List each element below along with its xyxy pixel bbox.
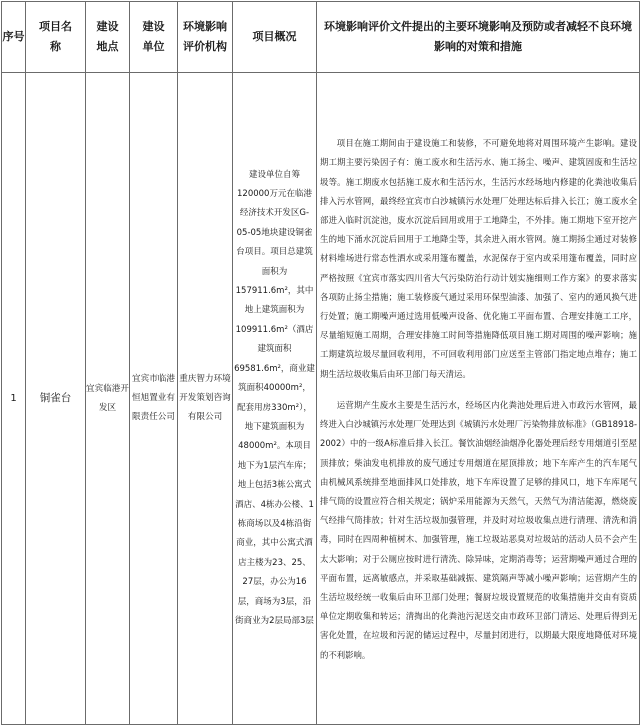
header-location — [86, 2, 130, 73]
row-project-name: 铜雀台 — [26, 73, 86, 725]
measures-construction-period: 项目在施工期间由于建设施工和装修，不可避免地将对周围环境产生影响。建设期工期主要污染因子有：施工废水和生活污水、施工扬尘、噪声、建筑固废和生活垃圾等。施工期废水包括施工废水和生活污水，生活污水经场地内修建的化粪池收集后排入污水管网，最终经宜宾市白沙城镇污水处理厂处理达标后排入长江；施工废水全部进入临时沉淀池，废水沉淀后回用或用于工地降尘，不外排。施工期地下室开挖产生的地下涌水沉淀后回用于工地降尘等，其余进入雨水管网。施工期扬尘通过对装修材料堆场进行常态性洒水或采用篷布覆盖，水泥保存于室内或采用篷布覆盖，同时应严格按照《宜宾市落实四川省大气污染防治行动计划实施细则工作方案》的要求落实各项防止扬尘措施；施工装修废气通过采用环保型油漆、加强了、室内的通风换气进行处置；施工期噪声通过选用低噪声设备、优化施工平面布置、合理安排施工工序，尽量缩短施工周期，合理安排施工时间等措施降低项目施工期对周围的噪声影响；施工期建筑垃圾尽量回收利用，不可回收利用部门应送至主管部门指定地点堆存；施工期生活垃圾收集后由环卫部门每天清运。 — [320, 138, 637, 379]
header-project-name-text: 项目名称 — [39, 20, 72, 53]
row-no: 1 — [2, 73, 26, 725]
header-location-text: 建设地点 — [96, 20, 119, 53]
header-measures — [317, 2, 640, 73]
header-overview: 项目概况 — [233, 2, 317, 73]
row-overview: 建设单位自筹120000万元在临港经济技术开发区G-05-05地块建设铜雀台项目。项目总建筑面积为157911.6m²，其中地上建筑面积为109911.6m²（酒店建筑面积69581.6m²，商业建筑面积40000m²，配套用房330m²），地下建筑面积为48000m²。本项目地下为1层汽车库；地上包括3栋公寓式酒店、4栋办公楼、1栋商场以及4栋沿街商业，其中公寓式酒店主楼为23、25、27层，办公为16层，商场为3层，沿街商业为2层局部3层 — [233, 73, 317, 725]
header-no: 序号 — [2, 2, 26, 73]
header-agency — [178, 2, 233, 73]
header-builder — [130, 2, 178, 73]
row-agency: 重庆智力环境开发策划咨询有限公司 — [178, 73, 233, 725]
eia-table — [1, 1, 640, 725]
row-location: 宜宾临港开发区 — [86, 73, 130, 725]
header-builder-text: 建设单位 — [142, 20, 165, 53]
header-project-name — [26, 2, 86, 73]
measures-operation-period: 运营期产生废水主要是生活污水，经场区内化粪池处理后进入市政污水管网，最终进入白沙城镇污水处理厂处理达到《城镇污水处理厂污染物排放标准》（GB18918-2002）中的一级A标准后排入长江。餐饮油烟经油烟净化器处理后经专用烟道引至屋顶排放；柴油发电机排放的废气通过专用烟道在屋顶排放；地下车库产生的汽车尾气由机械风系统排至地面排风口处排放，地下车库设置了足够的排风口，地下车库尾气排气筒的设置应符合相关规定；锅炉采用能源为天然气，天然气为清洁能源，燃烧废气经排气筒排放；针对生活垃圾加强管理，并及时对垃圾收集点进行清理、清洗和消毒，同时在四周种植树木、加强管理，施工垃圾站恶臭对垃圾站的活动人员不会产生太大影响；对于公厕应按时进行清洗、除异味，定期消毒等；运营期噪声通过合理的平面布置，远离敏感点，并采取基础减振、建筑隔声等减小噪声影响；运营期产生的生活垃圾经统一收集后由环卫部门处理；餐厨垃圾设置规范的收集措施并交由有资质单位定期收集和转运；清掏出的化粪池污泥送交由市政环卫部门清运、处理后得到无害化处置，在垃圾和污泥的储运过程中，尽量封闭进行，以期最大限度地降低对环境的不利影响。 — [320, 399, 637, 660]
table-row — [2, 73, 640, 725]
header-agency-text: 环境影响评价机构 — [183, 20, 227, 53]
row-builder: 宜宾市临港恒旭置业有限责任公司 — [130, 73, 178, 725]
header-row — [2, 2, 640, 73]
row-measures — [317, 73, 640, 725]
header-measures-text: 环境影响评价文件提出的主要环境影响及预防或者减轻不良环境影响的对策和措施 — [324, 20, 632, 53]
